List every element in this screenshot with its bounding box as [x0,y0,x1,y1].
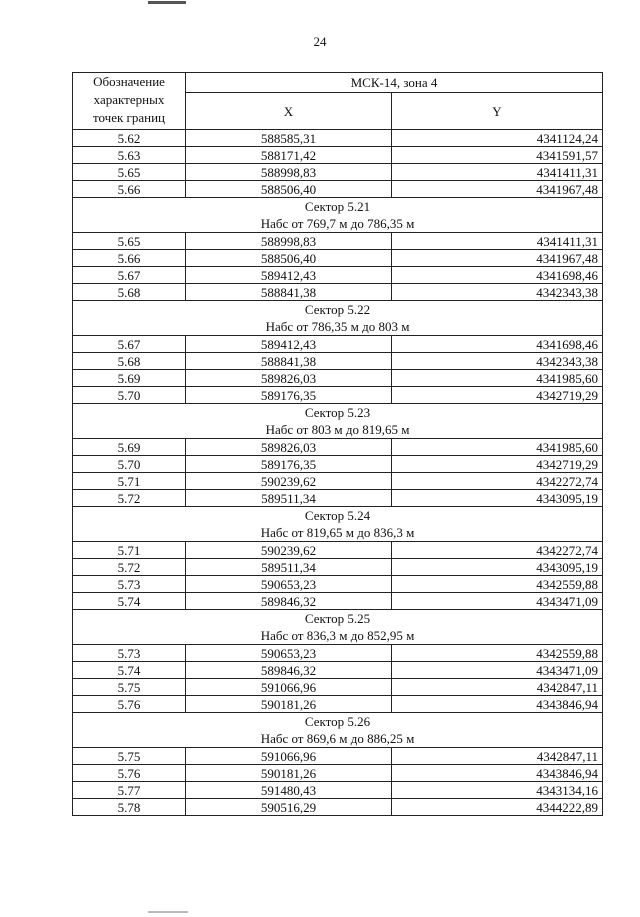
y-cell: 4343471,09 [392,593,603,610]
table-row [73,181,603,198]
table-row [73,336,603,353]
x-cell: 590239,62 [186,542,392,559]
coordinate-system-header: МСК-14, зона 4 [186,73,603,93]
point-cell: 5.62 [73,130,186,147]
sector-cell [73,404,603,439]
sector-range: Набс от 869,6 м до 886,25 м [260,731,415,746]
table-row [73,387,603,404]
x-cell: 589511,34 [186,559,392,576]
x-cell: 591480,43 [186,782,392,799]
x-cell: 588998,83 [186,164,392,181]
y-cell: 4341967,48 [392,250,603,267]
x-cell: 588841,38 [186,284,392,301]
point-cell: 5.74 [73,662,186,679]
x-cell: 590653,23 [186,645,392,662]
sector-row [73,713,603,748]
table-row [73,370,603,387]
y-cell: 4342719,29 [392,456,603,473]
point-cell: 5.68 [73,284,186,301]
y-cell: 4341591,57 [392,147,603,164]
y-cell: 4341411,31 [392,164,603,181]
point-cell: 5.67 [73,267,186,284]
sector-range: Набс от 836,3 м до 852,95 м [260,628,415,643]
x-cell: 589846,32 [186,593,392,610]
point-cell: 5.68 [73,353,186,370]
point-cell: 5.73 [73,576,186,593]
point-cell: 5.76 [73,696,186,713]
point-cell: 5.66 [73,181,186,198]
x-cell: 589412,43 [186,267,392,284]
y-cell: 4342559,88 [392,645,603,662]
sector-name: Сектор 5.26 [304,714,371,729]
sector-name: Сектор 5.25 [304,611,371,626]
y-cell: 4342719,29 [392,387,603,404]
sector-cell [73,610,603,645]
point-cell: 5.73 [73,645,186,662]
y-cell: 4342847,11 [392,679,603,696]
x-cell: 589176,35 [186,387,392,404]
x-cell: 588841,38 [186,353,392,370]
y-cell: 4342343,38 [392,284,603,301]
coordinates-table [72,72,603,816]
y-cell: 4342272,74 [392,473,603,490]
y-cell: 4342847,11 [392,748,603,765]
table-row [73,233,603,250]
y-cell: 4343846,94 [392,765,603,782]
point-cell: 5.65 [73,233,186,250]
x-cell: 588506,40 [186,181,392,198]
table-row [73,799,603,816]
page-number: 24 [313,34,327,49]
sector-range: Набс от 803 м до 819,65 м [265,422,410,437]
point-cell: 5.75 [73,748,186,765]
x-cell: 589846,32 [186,662,392,679]
point-cell: 5.72 [73,490,186,507]
table-row [73,748,603,765]
table-row [73,130,603,147]
point-cell: 5.65 [73,164,186,181]
y-cell: 4341124,24 [392,130,603,147]
table-row [73,267,603,284]
sector-cell [73,301,603,336]
table-body [73,130,603,816]
point-cell: 5.70 [73,387,186,404]
sector-cell [73,507,603,542]
sector-row [73,301,603,336]
y-cell: 4341698,46 [392,267,603,284]
sector-name: Сектор 5.23 [304,405,371,420]
y-cell: 4343095,19 [392,559,603,576]
point-cell: 5.75 [73,679,186,696]
scan-mark-bottom [148,911,188,913]
x-cell: 589826,03 [186,439,392,456]
x-header: X [186,93,392,130]
y-header: Y [392,93,603,130]
table-row [73,473,603,490]
y-cell: 4344222,89 [392,799,603,816]
table-row [73,576,603,593]
point-cell: 5.78 [73,799,186,816]
y-cell: 4341411,31 [392,233,603,250]
y-cell: 4343846,94 [392,696,603,713]
sector-name: Сектор 5.22 [304,302,371,317]
y-cell: 4342272,74 [392,542,603,559]
sector-name: Сектор 5.21 [304,199,371,214]
table-row [73,250,603,267]
table-row [73,147,603,164]
x-cell: 589826,03 [186,370,392,387]
table-row [73,456,603,473]
x-cell: 591066,96 [186,748,392,765]
sector-cell [73,198,603,233]
point-cell: 5.77 [73,782,186,799]
table-row [73,542,603,559]
x-cell: 589412,43 [186,336,392,353]
point-cell: 5.69 [73,439,186,456]
table-row [73,765,603,782]
table-row [73,593,603,610]
point-label-header: Обозначение характерных точек границ [73,73,186,130]
table-row [73,645,603,662]
sector-row [73,610,603,645]
point-cell: 5.67 [73,336,186,353]
sector-range: Набс от 769,7 м до 786,35 м [260,216,415,231]
y-cell: 4342559,88 [392,576,603,593]
x-cell: 590239,62 [186,473,392,490]
table-row [73,353,603,370]
sector-range: Набс от 786,35 м до 803 м [265,319,410,334]
table-row [73,679,603,696]
x-cell: 590181,26 [186,765,392,782]
x-cell: 588506,40 [186,250,392,267]
sector-row [73,404,603,439]
y-cell: 4341985,60 [392,370,603,387]
scan-mark-top [148,1,186,4]
y-cell: 4343471,09 [392,662,603,679]
point-cell: 5.71 [73,542,186,559]
x-cell: 589511,34 [186,490,392,507]
sector-row [73,198,603,233]
x-cell: 590516,29 [186,799,392,816]
sector-name: Сектор 5.24 [304,508,371,523]
table-row [73,559,603,576]
sector-row [73,507,603,542]
x-cell: 590653,23 [186,576,392,593]
table-row [73,782,603,799]
x-cell: 588585,31 [186,130,392,147]
y-cell: 4343095,19 [392,490,603,507]
y-cell: 4342343,38 [392,353,603,370]
x-cell: 591066,96 [186,679,392,696]
point-cell: 5.74 [73,593,186,610]
y-cell: 4341985,60 [392,439,603,456]
point-cell: 5.70 [73,456,186,473]
point-cell: 5.76 [73,765,186,782]
x-cell: 588998,83 [186,233,392,250]
point-cell: 5.66 [73,250,186,267]
point-cell: 5.63 [73,147,186,164]
table-row [73,164,603,181]
table-row [73,662,603,679]
point-cell: 5.72 [73,559,186,576]
point-cell: 5.71 [73,473,186,490]
x-cell: 590181,26 [186,696,392,713]
sector-cell [73,713,603,748]
y-cell: 4341698,46 [392,336,603,353]
x-cell: 589176,35 [186,456,392,473]
point-cell: 5.69 [73,370,186,387]
table-row [73,284,603,301]
x-cell: 588171,42 [186,147,392,164]
sector-range: Набс от 819,65 м до 836,3 м [260,525,415,540]
y-cell: 4341967,48 [392,181,603,198]
table-row [73,490,603,507]
table-row [73,439,603,456]
table-row [73,696,603,713]
y-cell: 4343134,16 [392,782,603,799]
